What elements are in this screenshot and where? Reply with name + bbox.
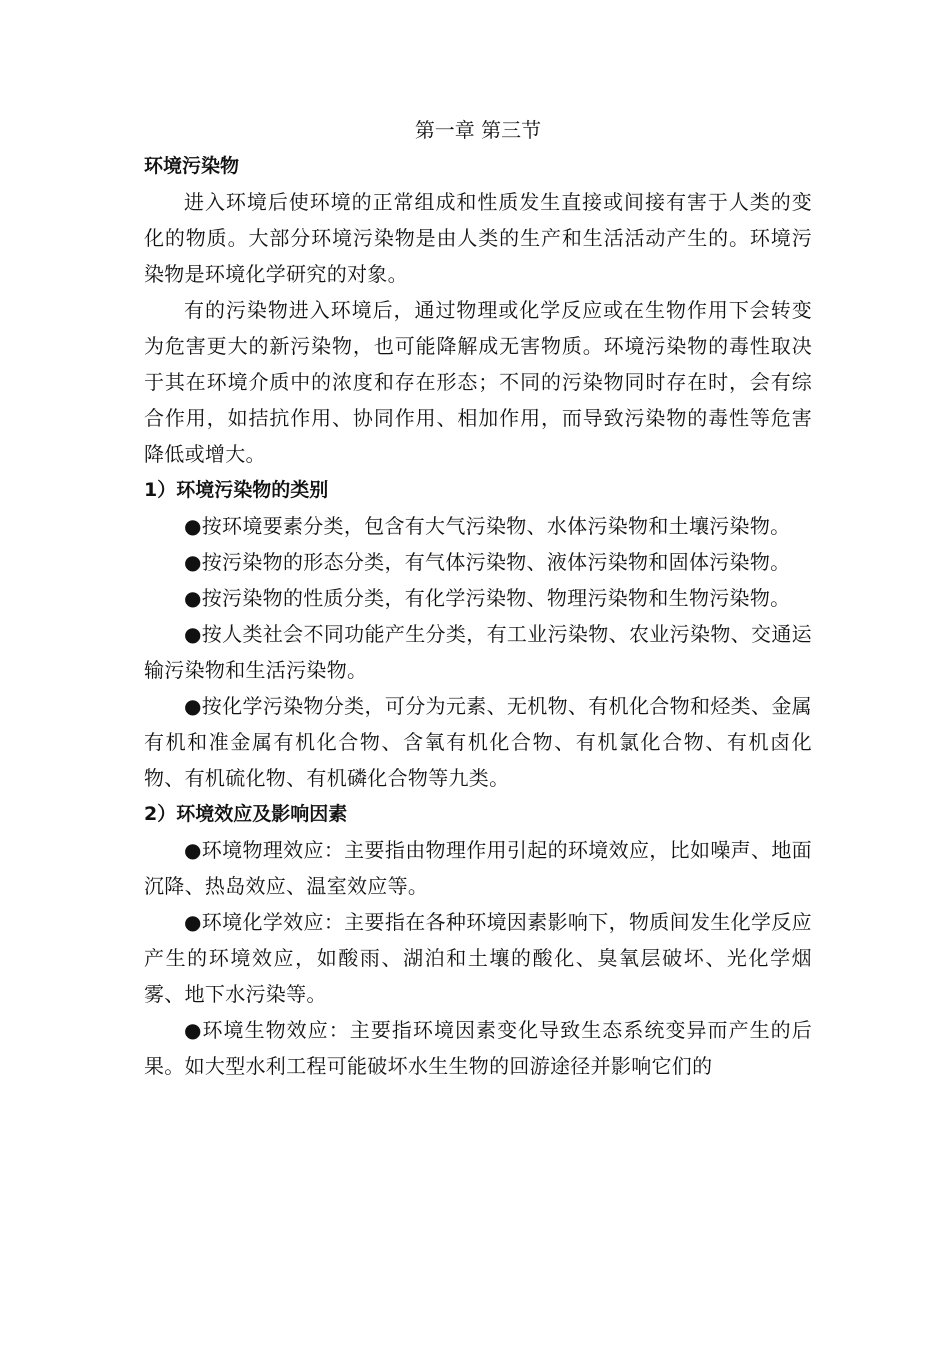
effect-item: ●环境物理效应：主要指由物理作用引起的环境效应，比如噪声、地面沉降、热岛效应、温室效应等。	[144, 838, 812, 898]
effect-item: ●环境化学效应：主要指在各种环境因素影响下，物质间发生化学反应产生的环境效应，如酸雨、湖泊和土壤的酸化、臭氧层破坏、光化学烟雾、地下水污染等。	[144, 910, 812, 1006]
subsection-title-categories: 1）环境污染物的类别	[144, 479, 329, 501]
category-item: ●按污染物的形态分类，有气体污染物、液体污染物和固体污染物。	[184, 550, 791, 574]
category-item: ●按人类社会不同功能产生分类，有工业污染物、农业污染物、交通运输污染物和生活污染物。	[144, 622, 812, 682]
category-item: ●按化学污染物分类，可分为元素、无机物、有机化合物和烃类、金属有机和准金属有机化合物、含氧有机化合物、有机氯化合物、有机卤化物、有机硫化物、有机磷化合物等九类。	[144, 694, 812, 790]
effect-item: ●环境生物效应：主要指环境因素变化导致生态系统变异而产生的后果。如大型水利工程可能破坏水生生物的回游途径并影响它们的	[144, 1018, 812, 1078]
section-title: 环境污染物	[144, 155, 240, 177]
category-item: ●按环境要素分类，包含有大气污染物、水体污染物和土壤污染物。	[184, 514, 791, 538]
chapter-title: 第一章 第三节	[414, 118, 542, 142]
document-page	[144, 112, 812, 1084]
subsection-title-effects: 2）环境效应及影响因素	[144, 803, 348, 825]
intro-paragraph: 有的污染物进入环境后，通过物理或化学反应或在生物作用下会转变为危害更大的新污染物，也可能降解成无害物质。环境污染物的毒性取决于其在环境介质中的浓度和存在形态；不同的污染物同时存在时，会有综合作用，如拮抗作用、协同作用、相加作用，而导致污染物的毒性等危害降低或增大。	[144, 298, 812, 466]
category-item: ●按污染物的性质分类，有化学污染物、物理污染物和生物污染物。	[184, 586, 791, 610]
intro-paragraph: 进入环境后使环境的正常组成和性质发生直接或间接有害于人类的变化的物质。大部分环境污染物是由人类的生产和生活活动产生的。环境污染物是环境化学研究的对象。	[144, 190, 812, 286]
